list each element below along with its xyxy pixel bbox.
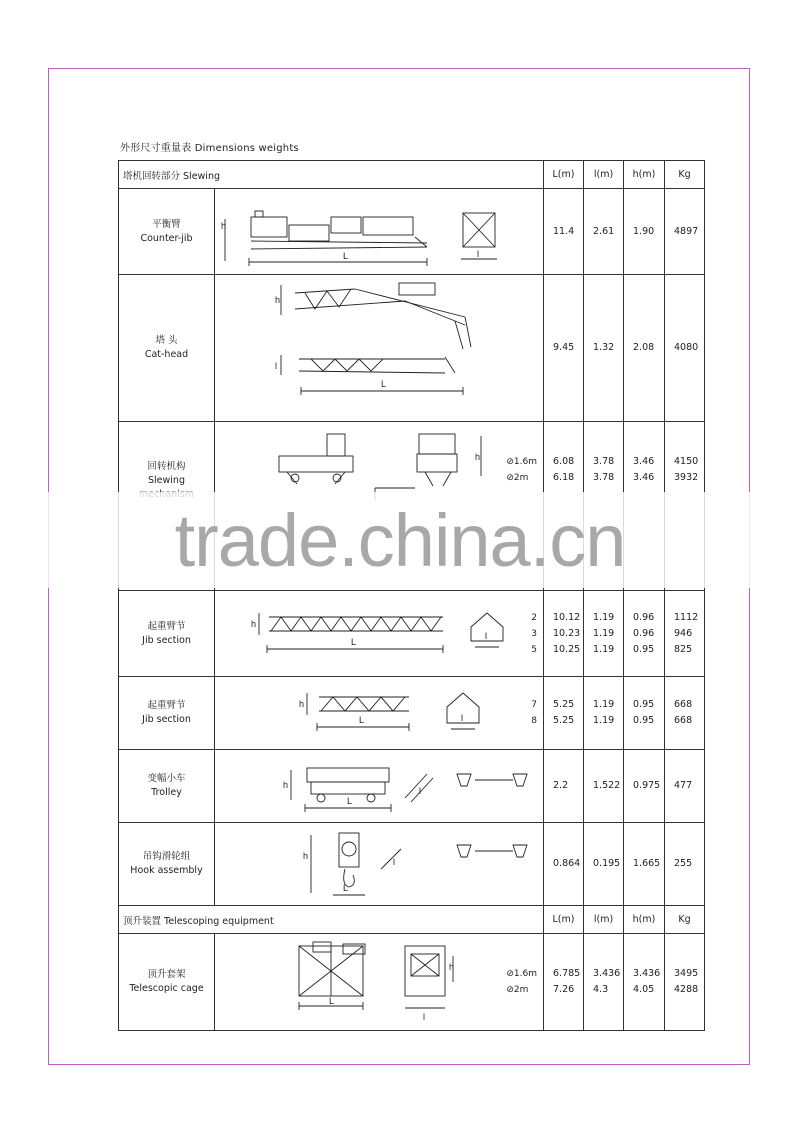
value-L: 10.12 10.23 10.25: [544, 591, 584, 677]
label-h: h: [283, 780, 289, 790]
label-h: h: [299, 699, 305, 709]
watermark-text: trade.china.cn: [174, 499, 626, 582]
label-l: l: [461, 713, 463, 723]
variant-marks: ⊘1.6m ⊘2m: [506, 457, 537, 483]
value-h: 0.95 0.95: [624, 677, 665, 750]
value-h: 0.96 0.96 0.95: [624, 591, 665, 677]
dimensions-table: [118, 160, 705, 1031]
value-l: 1.19 1.19: [584, 677, 624, 750]
label-l: l: [275, 361, 277, 371]
value-h: 1.90: [624, 189, 665, 275]
component-name-cn: 顶升套架: [147, 969, 186, 980]
value-l: 3.78 3.78: [584, 422, 624, 591]
value-kg: 3495 4288: [665, 934, 705, 1031]
label-h: h: [221, 221, 227, 231]
telescopic-cage-drawing: [215, 934, 544, 1030]
document-title: 外形尺寸重量表 Dimensions weights: [120, 143, 299, 154]
column-header-h: h(m): [624, 161, 665, 189]
component-drawing: [215, 677, 544, 750]
component-name-en: Cat-head: [144, 349, 189, 360]
label-L: L: [329, 996, 335, 1006]
table-row: [119, 591, 705, 677]
trolley-drawing: [215, 750, 544, 822]
label-l: l: [477, 249, 479, 259]
value-kg: 1112 946 825: [665, 591, 705, 677]
section-numbers: 2 3 5: [531, 612, 537, 655]
table-row: [119, 275, 705, 422]
component-name-en: Counter-jib: [140, 232, 193, 244]
value-l: 0.195: [584, 823, 624, 906]
label-L: L: [381, 379, 387, 389]
component-name-en: Telescopic cage: [129, 983, 204, 994]
value-l: 3.436 4.3: [584, 934, 624, 1031]
value-L: 9.45: [544, 275, 584, 422]
component-name: [119, 934, 215, 1031]
label-h: h: [449, 962, 455, 972]
column-header-L: L(m): [544, 906, 584, 934]
component-drawing: [215, 934, 544, 1031]
value-L: 11.4: [544, 189, 584, 275]
value-L: 6.785 7.26: [544, 934, 584, 1031]
component-drawing: [215, 823, 544, 906]
value-kg: 4150 3932: [665, 422, 705, 591]
section-header-telescoping: [119, 906, 705, 934]
column-header-l: l(m): [584, 906, 624, 934]
label-h: h: [251, 619, 257, 629]
column-header-h: h(m): [624, 906, 665, 934]
label-l: l: [423, 1012, 425, 1022]
value-h: 3.436 4.05: [624, 934, 665, 1031]
component-name-en: Jib section: [142, 634, 191, 646]
variant-marks: ⊘1.6m ⊘2m: [506, 969, 537, 995]
value-kg: 255: [665, 823, 705, 906]
component-name-cn: 起重臂节: [147, 700, 186, 711]
label-l: l: [485, 631, 487, 641]
table-row: [119, 934, 705, 1031]
value-kg: 4080: [665, 275, 705, 422]
counter-jib-drawing: [215, 189, 544, 274]
value-h: 3.46 3.46: [624, 422, 665, 591]
table-row: [119, 750, 705, 823]
label-L: L: [343, 251, 349, 261]
component-name: [119, 823, 215, 906]
column-header-l: l(m): [584, 161, 624, 189]
component-name-en: Hook assembly: [130, 865, 203, 876]
label-L: L: [359, 715, 365, 725]
table-row: [119, 823, 705, 906]
component-name: [119, 189, 215, 275]
component-name-cn: 变幅小车: [147, 773, 186, 784]
component-drawing: [215, 591, 544, 677]
section-title: 顶升装置 Telescoping equipment: [119, 906, 544, 934]
section-title: 塔机回转部分 Slewing: [119, 161, 544, 189]
column-header-L: L(m): [544, 161, 584, 189]
component-name-cn: 塔 头: [155, 335, 178, 346]
label-L: L: [343, 883, 349, 893]
value-kg: 477: [665, 750, 705, 823]
value-h: 2.08: [624, 275, 665, 422]
component-name-cn: 起重臂节: [147, 620, 186, 632]
component-name-en: Slewing: [148, 475, 185, 486]
component-drawing: [215, 275, 544, 422]
table-row: [119, 677, 705, 750]
jib-section-drawing: [215, 591, 544, 676]
column-header-kg: Kg: [665, 161, 705, 189]
label-l: l: [393, 857, 395, 867]
component-drawing: [215, 750, 544, 823]
short-jib-section-drawing: [215, 677, 544, 749]
value-l: 2.61: [584, 189, 624, 275]
component-name-cn: 吊钩滑轮组: [142, 851, 191, 862]
component-name-en: Trolley: [151, 787, 182, 798]
table-row: [119, 189, 705, 275]
section-numbers: 7 8: [531, 700, 537, 726]
value-l: 1.522: [584, 750, 624, 823]
value-kg: 4897: [665, 189, 705, 275]
label-L: L: [351, 637, 357, 647]
component-name: [119, 677, 215, 750]
value-L: 6.08 6.18: [544, 422, 584, 591]
label-h: h: [303, 851, 309, 861]
column-header-kg: Kg: [665, 906, 705, 934]
label-h: h: [275, 295, 281, 305]
value-h: 1.665: [624, 823, 665, 906]
hook-assembly-drawing: [215, 823, 544, 905]
label-h: h: [475, 452, 481, 462]
value-L: 5.25 5.25: [544, 677, 584, 750]
cat-head-drawing: [215, 275, 544, 421]
value-kg: 668 668: [665, 677, 705, 750]
component-name-cn: 平衡臂: [152, 218, 181, 230]
value-L: 2.2: [544, 750, 584, 823]
value-l: 1.32: [584, 275, 624, 422]
component-name: [119, 750, 215, 823]
section-header-slewing: [119, 161, 705, 189]
value-l: 1.19 1.19 1.19: [584, 591, 624, 677]
component-name: [119, 591, 215, 677]
component-name-cn: 回转机构: [147, 461, 186, 472]
component-name: [119, 275, 215, 422]
value-L: 0.864: [544, 823, 584, 906]
value-h: 0.975: [624, 750, 665, 823]
component-drawing: [215, 189, 544, 275]
label-l: l: [419, 786, 421, 796]
component-name-en: Jib section: [142, 714, 191, 725]
label-L: L: [347, 796, 353, 806]
